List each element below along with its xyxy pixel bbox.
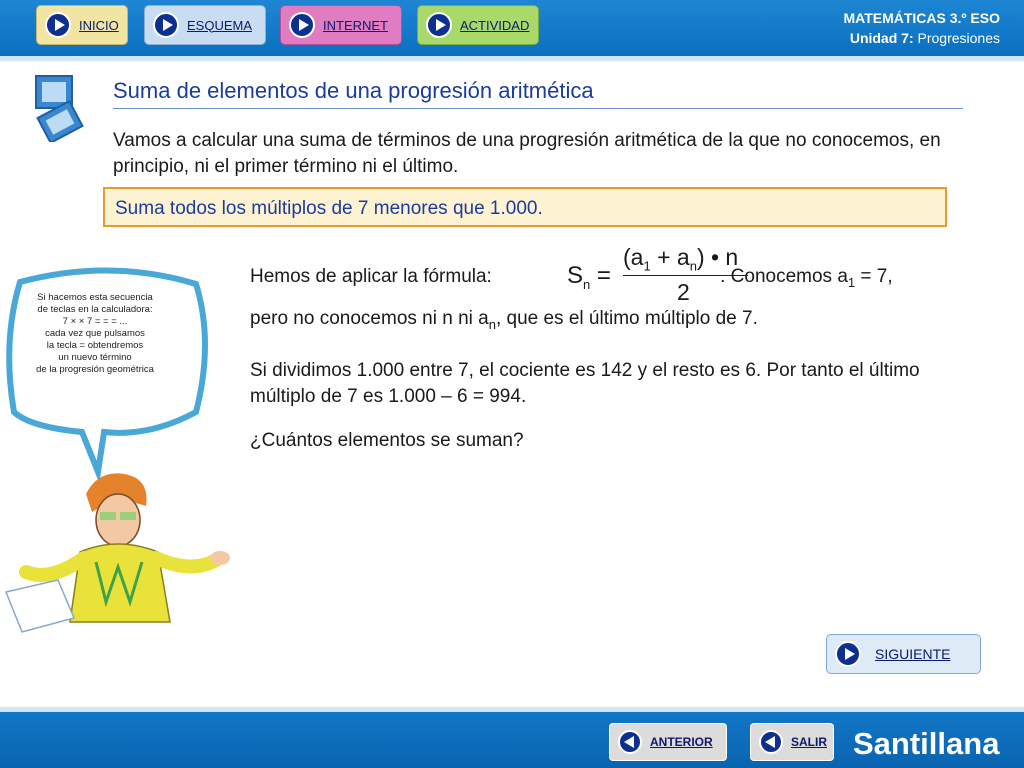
subscript-1: 1 — [847, 274, 856, 290]
question-paragraph: ¿Cuántos elementos se suman? — [250, 430, 524, 451]
task-box — [103, 187, 947, 227]
formula-denominator: 2 — [677, 279, 690, 305]
sum-formula — [565, 246, 750, 308]
inicio-button[interactable] — [36, 5, 128, 45]
known-value: = 7, — [855, 266, 893, 287]
anterior-label: ANTERIOR — [650, 735, 713, 749]
inicio-label: INICIO — [79, 17, 119, 33]
slide-icon — [30, 72, 86, 142]
play-icon — [835, 641, 861, 667]
formula-lhs: $S_n$ = — [567, 262, 611, 292]
course-subject: MATEMÁTICAS 3.º ESO — [843, 10, 1000, 26]
play-icon — [153, 12, 179, 38]
actividad-button[interactable] — [417, 5, 539, 45]
play-icon — [289, 12, 315, 38]
task-text: Suma todos los múltiplos de 7 menores que 1.000. — [115, 198, 543, 219]
back-arrow-icon — [618, 730, 642, 754]
speech-bubble-text: Si hacemos esta secuencia de teclas en la calculadora: 7 × × 7 = = = ... cada vez que pulsamos la tecla = obtendremos un nuevo término de la progresión geométrica — [36, 292, 154, 375]
actividad-label: ACTIVIDAD — [460, 17, 530, 33]
division-paragraph: Si dividimos 1.000 entre 7, el cociente es 142 y el resto es 6. Por tanto el último múltiplo de 7 es 1.000 – 6 = 994. — [250, 360, 920, 407]
back-arrow-icon — [759, 730, 783, 754]
esquema-button[interactable] — [144, 5, 266, 45]
esquema-label: ESQUEMA — [187, 17, 253, 33]
page-title: Suma de elementos de una progresión aritmética — [113, 78, 594, 103]
play-icon — [426, 12, 452, 38]
course-info — [843, 8, 1000, 48]
known-text: . Conocemos a — [720, 266, 848, 287]
internet-button[interactable] — [280, 5, 402, 45]
siguiente-button[interactable] — [826, 634, 981, 674]
salir-label: SALIR — [791, 735, 827, 749]
formula-intro-text: Hemos de aplicar la fórmula: — [250, 266, 492, 287]
play-icon — [45, 12, 71, 38]
unit-label: Unidad 7: — [849, 30, 914, 46]
salir-button[interactable] — [750, 723, 834, 761]
unknowns-paragraph: pero no conocemos ni n ni $a_n$, que es el último múltiplo de 7. — [250, 308, 758, 332]
unit-name: Progresiones — [917, 30, 1000, 46]
title-divider — [113, 108, 963, 109]
santillana-logo: Santillana — [853, 726, 1000, 761]
subscript-n: n — [488, 316, 496, 332]
anterior-button[interactable] — [609, 723, 727, 761]
intro-text: Vamos a calcular una suma de términos de una progresión aritmética de la que no conocemos, en principio, ni el primer término ni el último. — [113, 130, 941, 177]
fraction-bar — [623, 275, 748, 276]
internet-label: INTERNET — [323, 17, 388, 33]
siguiente-label: SIGUIENTE — [875, 646, 951, 662]
formula-numerator: $(a_1 + a_n)$ • n — [623, 244, 739, 274]
